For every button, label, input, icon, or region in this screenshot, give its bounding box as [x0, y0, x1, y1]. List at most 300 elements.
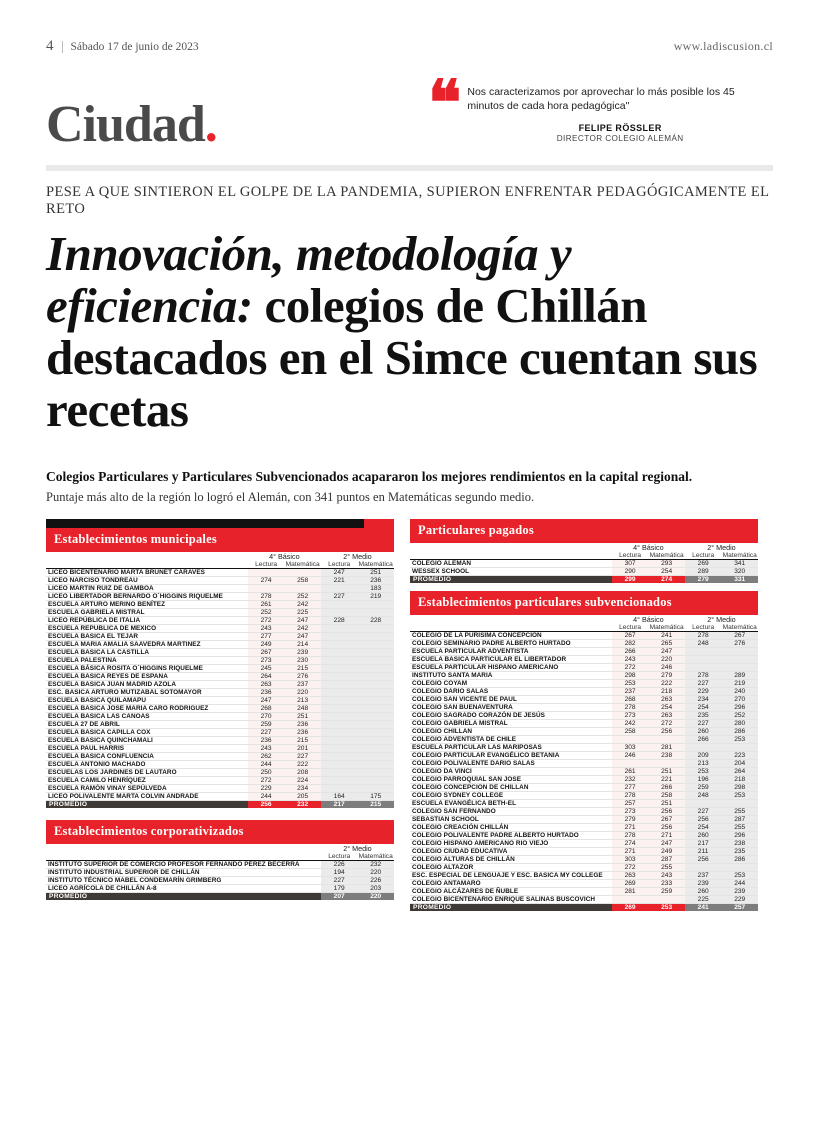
score-cell: 239	[721, 887, 758, 895]
score-cell	[321, 632, 358, 640]
school-name: ESCUELA PARTICULAR ADVENTISTA	[410, 647, 612, 655]
score-cell: 236	[248, 688, 285, 696]
score-cell	[721, 655, 758, 663]
header-group-4basico: 4° Básico	[269, 551, 300, 561]
score-cell	[321, 656, 358, 664]
table-municipales	[46, 552, 394, 808]
score-cell: 262	[248, 752, 285, 760]
score-cell: 204	[721, 759, 758, 767]
score-cell: 266	[685, 735, 722, 743]
score-cell: 234	[284, 784, 321, 792]
score-cell	[721, 663, 758, 671]
score-cell: 271	[612, 847, 649, 855]
score-cell: 255	[721, 823, 758, 831]
score-cell: 244	[248, 792, 285, 800]
table-row	[410, 855, 758, 863]
table-subvencionados	[410, 615, 758, 911]
score-cell: 269	[685, 559, 722, 567]
header-lectura-4b-sub: Lectura	[612, 624, 649, 632]
score-cell	[685, 743, 722, 751]
score-cell: 341	[721, 559, 758, 567]
score-cell: 237	[685, 871, 722, 879]
school-name: ESC. ESPECIAL DE LENGUAJE Y ESC. BASICA MY COLLEGE	[410, 871, 612, 879]
score-cell	[321, 776, 358, 784]
average-label: PROMEDIO	[46, 800, 248, 808]
score-cell	[357, 784, 394, 792]
table-row	[46, 584, 394, 592]
score-cell: 254	[685, 823, 722, 831]
header-group-4basico-pp: 4° Básico	[633, 542, 664, 552]
score-cell	[612, 895, 649, 903]
score-cell: 286	[721, 727, 758, 735]
score-cell: 251	[284, 712, 321, 720]
table-row	[410, 679, 758, 687]
table-row	[410, 847, 758, 855]
header-name-blank-corp	[46, 853, 321, 861]
score-cell	[321, 704, 358, 712]
article-headline	[46, 228, 773, 436]
school-name: COLEGIO BICENTENARIO ENRIQUE SALINAS BUSCOVICH	[410, 895, 612, 903]
score-cell: 175	[357, 792, 394, 800]
score-cell: 234	[685, 695, 722, 703]
header-lectura-corp: Lectura	[321, 853, 358, 861]
school-name: COLEGIO CREACIÓN CHILLÁN	[410, 823, 612, 831]
table-row	[410, 559, 758, 567]
section-title-text: Ciudad	[46, 96, 205, 153]
table-row	[410, 695, 758, 703]
table-row	[46, 744, 394, 752]
score-cell	[321, 784, 358, 792]
table-row	[410, 687, 758, 695]
score-cell	[321, 624, 358, 632]
score-cell: 276	[721, 639, 758, 647]
table-row	[410, 655, 758, 663]
score-cell: 251	[357, 568, 394, 576]
score-cell: 252	[721, 711, 758, 719]
table-row	[46, 632, 394, 640]
school-name: ESCUELA PARTICULAR HISPANO AMERICANO	[410, 663, 612, 671]
school-name: ESCUELA BASICA JUAN MADRID AZOLA	[46, 680, 248, 688]
score-cell: 263	[248, 680, 285, 688]
score-cell: 235	[685, 711, 722, 719]
score-cell	[612, 759, 649, 767]
school-name: ESCUELA BASICA QUILAMAPU	[46, 696, 248, 704]
table-header-subs	[46, 561, 394, 569]
score-cell: 296	[721, 831, 758, 839]
table-row	[46, 728, 394, 736]
average-value: 269	[612, 903, 649, 911]
score-cell	[357, 736, 394, 744]
table-row	[46, 704, 394, 712]
average-value: 256	[248, 800, 285, 808]
score-cell	[648, 759, 685, 767]
header-name-blank-sub	[410, 624, 612, 632]
score-cell: 267	[648, 815, 685, 823]
score-cell: 263	[612, 871, 649, 879]
score-cell: 213	[284, 696, 321, 704]
score-cell: 270	[721, 695, 758, 703]
score-cell	[321, 648, 358, 656]
table-row	[46, 752, 394, 760]
score-cell	[612, 735, 649, 743]
score-cell: 253	[685, 767, 722, 775]
score-cell	[685, 863, 722, 871]
table-row	[410, 735, 758, 743]
school-name: ESCUELA BASICA EL TEJAR	[46, 632, 248, 640]
score-cell: 258	[648, 791, 685, 799]
score-cell: 248	[685, 791, 722, 799]
table-row	[46, 664, 394, 672]
school-name: COLEGIO ANTAMARO	[410, 879, 612, 887]
table-header-groups	[46, 552, 394, 561]
score-cell	[721, 743, 758, 751]
score-cell: 280	[721, 719, 758, 727]
pull-quote	[428, 70, 773, 144]
school-name: COLEGIO POLIVALENTE PADRE ALBERTO HURTADO	[410, 831, 612, 839]
school-name: ESCUELA EVANGÉLICA BETH-EL	[410, 799, 612, 807]
score-cell: 268	[248, 704, 285, 712]
table-row	[410, 799, 758, 807]
score-cell: 217	[685, 839, 722, 847]
header-matematica-2m-pp: Matemática	[722, 551, 757, 559]
table-header-subs-corp	[46, 853, 394, 861]
table-row	[410, 839, 758, 847]
school-name: COLEGIO PARROQUIAL SAN JOSE	[410, 775, 612, 783]
school-name: COLEGIO SAGRADO CORAZÓN DE JESÚS	[410, 711, 612, 719]
average-value: 299	[612, 575, 649, 583]
school-name: LICEO LIBERTADOR BERNARDO O´HIGGINS RIQUELME	[46, 592, 248, 600]
table-row	[410, 815, 758, 823]
score-cell: 196	[685, 775, 722, 783]
score-cell: 243	[612, 655, 649, 663]
score-cell: 274	[248, 576, 285, 584]
school-name: COLEGIO ALTAZOR	[410, 863, 612, 871]
score-cell	[248, 568, 285, 576]
score-cell	[357, 776, 394, 784]
score-cell: 303	[612, 855, 649, 863]
score-cell: 229	[685, 687, 722, 695]
score-cell: 256	[648, 807, 685, 815]
school-name: LICEO POLIVALENTE MARTA COLVIN ANDRADE	[46, 792, 248, 800]
score-cell: 272	[248, 616, 285, 624]
score-cell: 208	[284, 768, 321, 776]
score-cell: 243	[648, 871, 685, 879]
score-cell	[357, 712, 394, 720]
score-cell: 236	[248, 736, 285, 744]
score-cell: 221	[321, 576, 358, 584]
table-average-row	[46, 800, 394, 808]
score-cell: 276	[284, 672, 321, 680]
score-cell: 293	[648, 559, 685, 567]
score-cell: 211	[685, 847, 722, 855]
score-cell: 247	[648, 839, 685, 847]
table-row	[46, 868, 394, 876]
school-name: INSTITUTO INDUSTRIAL SUPERIOR DE CHILLÁN	[46, 868, 321, 876]
score-cell: 203	[357, 884, 394, 892]
table-row	[46, 712, 394, 720]
school-name: COLEGIO SYDNEY COLLEGE	[410, 791, 612, 799]
score-cell	[721, 799, 758, 807]
score-cell	[357, 640, 394, 648]
score-cell: 303	[612, 743, 649, 751]
score-cell: 279	[648, 671, 685, 679]
table-row	[410, 767, 758, 775]
score-cell: 239	[685, 879, 722, 887]
score-cell	[321, 600, 358, 608]
table-row	[46, 672, 394, 680]
score-cell: 296	[721, 703, 758, 711]
table-row	[410, 751, 758, 759]
score-cell: 220	[357, 868, 394, 876]
header-lectura-4b: Lectura	[248, 561, 285, 569]
score-cell: 253	[721, 735, 758, 743]
table-row	[46, 792, 394, 800]
score-cell: 247	[321, 568, 358, 576]
quote-text: Nos caracterizamos por aprovechar lo más posible los 45 minutos de cada hora pedagógica"	[467, 86, 735, 113]
table-title-municipales: Establecimientos municipales	[46, 528, 394, 552]
tables-right-column	[410, 519, 758, 911]
score-cell: 281	[648, 743, 685, 751]
school-name: COLEGIO DA VINCI	[410, 767, 612, 775]
score-cell: 272	[612, 863, 649, 871]
header-group-4basico-sub: 4° Básico	[633, 614, 664, 624]
school-name: WESSEX SCHOOL	[410, 567, 612, 575]
score-cell: 256	[648, 727, 685, 735]
page-number: 4	[46, 38, 54, 54]
score-cell: 269	[612, 879, 649, 887]
score-cell: 230	[284, 656, 321, 664]
school-name: ESCUELA BASICA QUINCHAMALI	[46, 736, 248, 744]
score-cell	[357, 768, 394, 776]
section-title	[46, 96, 217, 153]
header-lectura-2m: Lectura	[321, 561, 358, 569]
score-cell: 287	[648, 855, 685, 863]
score-cell: 278	[612, 791, 649, 799]
score-cell: 267	[612, 631, 649, 639]
score-cell: 238	[721, 839, 758, 847]
score-cell: 227	[685, 807, 722, 815]
score-cell: 255	[721, 807, 758, 815]
score-cell: 246	[648, 663, 685, 671]
school-name: LICEO REPÚBLICA DE ITALIA	[46, 616, 248, 624]
score-cell	[357, 704, 394, 712]
score-cell	[321, 696, 358, 704]
table-row	[410, 791, 758, 799]
score-cell: 281	[612, 887, 649, 895]
table-row	[410, 671, 758, 679]
score-cell	[321, 720, 358, 728]
school-name: ESCUELA PALESTINA	[46, 656, 248, 664]
school-name: COLEGIO SAN VICENTE DE PAUL	[410, 695, 612, 703]
table-title-particulares: Particulares pagados	[410, 519, 758, 543]
table-row	[410, 743, 758, 751]
score-cell: 218	[648, 687, 685, 695]
score-cell	[357, 648, 394, 656]
score-cell: 219	[357, 592, 394, 600]
header-blank-sub	[410, 615, 612, 624]
table-row	[46, 616, 394, 624]
score-cell	[321, 768, 358, 776]
score-cell: 244	[721, 879, 758, 887]
score-cell: 241	[648, 631, 685, 639]
average-value: 232	[284, 800, 321, 808]
headline-italic-part: Innovación, metodología y eficiencia:	[46, 226, 572, 333]
table-row	[410, 807, 758, 815]
score-cell: 246	[612, 751, 649, 759]
header-lectura-4b-pp: Lectura	[612, 552, 649, 560]
table-row	[46, 860, 394, 868]
school-name: ESCUELAS LOS JARDINES DE LAUTARO	[46, 768, 248, 776]
score-cell: 222	[284, 760, 321, 768]
score-cell: 259	[685, 783, 722, 791]
score-cell: 254	[648, 703, 685, 711]
score-cell: 164	[321, 792, 358, 800]
school-name: ESCUELA BASICA LA CASTILLA	[46, 648, 248, 656]
average-value: 241	[685, 903, 722, 911]
school-name: ESCUELA MARIA AMALIA SAAVEDRA MARTINEZ	[46, 640, 248, 648]
score-cell: 244	[248, 760, 285, 768]
school-name: ESCUELA BASICA JOSE MARIA CARO RODRIGUEZ	[46, 704, 248, 712]
score-cell	[321, 744, 358, 752]
score-cell: 272	[248, 776, 285, 784]
school-name: ESCUELA BASICA CAPILLA COX	[46, 728, 248, 736]
table-body-subvencionados	[410, 631, 758, 911]
score-cell	[321, 752, 358, 760]
table-row	[410, 831, 758, 839]
table-row	[410, 639, 758, 647]
score-cell: 266	[648, 783, 685, 791]
headline-roman-part: colegios de Chillán destacados en el Simce cuentan sus recetas	[46, 277, 758, 437]
score-cell	[321, 736, 358, 744]
score-cell: 215	[284, 664, 321, 672]
score-cell	[357, 728, 394, 736]
table-particulares-pagados	[410, 543, 758, 583]
header-lectura-2m-pp: Lectura	[685, 552, 722, 560]
score-cell: 229	[721, 895, 758, 903]
table-body-particulares	[410, 559, 758, 583]
section-title-dot: .	[204, 96, 217, 153]
score-cell: 272	[612, 663, 649, 671]
header-matematica-2m-sub: Matemática	[722, 623, 757, 631]
table-row	[410, 631, 758, 639]
score-cell: 278	[248, 592, 285, 600]
score-cell: 257	[612, 799, 649, 807]
masthead	[46, 70, 773, 153]
school-name: ESCUELA PARTICULAR LAS MARIPOSAS	[410, 743, 612, 751]
average-label: PROMEDIO	[410, 903, 612, 911]
score-cell: 273	[612, 807, 649, 815]
score-cell: 227	[685, 679, 722, 687]
score-cell: 278	[685, 671, 722, 679]
score-cell: 243	[248, 744, 285, 752]
score-cell: 270	[248, 712, 285, 720]
score-cell: 239	[284, 648, 321, 656]
school-name: INSTITUTO TÉCNICO MABEL CONDEMARÍN GRIMBERG	[46, 876, 321, 884]
table-row	[46, 688, 394, 696]
score-cell	[357, 656, 394, 664]
score-cell	[721, 647, 758, 655]
table-row	[46, 736, 394, 744]
score-cell: 260	[685, 727, 722, 735]
header-group-2medio-corp: 2° Medio	[343, 843, 372, 853]
score-cell: 236	[357, 576, 394, 584]
score-cell: 247	[248, 696, 285, 704]
publication-date: Sábado 17 de junio de 2023	[62, 41, 199, 53]
score-cell	[321, 640, 358, 648]
school-name: ESCUELA ANTONIO MACHADO	[46, 760, 248, 768]
score-cell: 218	[721, 775, 758, 783]
score-cell: 320	[721, 567, 758, 575]
score-cell	[357, 632, 394, 640]
table-row	[46, 680, 394, 688]
score-cell	[321, 672, 358, 680]
school-name: ESCUELA BÁSICA ROSITA O´HIGGINS RIQUELME	[46, 664, 248, 672]
score-cell	[321, 688, 358, 696]
school-name: COLEGIO CONCEPCION DE CHILLAN	[410, 783, 612, 791]
table-header-subs-pp	[410, 552, 758, 560]
score-cell: 274	[612, 839, 649, 847]
table-average-row	[410, 575, 758, 583]
score-cell	[357, 664, 394, 672]
score-cell: 256	[648, 823, 685, 831]
school-name: ESCUELA GABRIELA MISTRAL	[46, 608, 248, 616]
table-row	[46, 884, 394, 892]
score-cell: 277	[248, 632, 285, 640]
school-name: COLEGIO HISPANO AMERICANO RIO VIEJO	[410, 839, 612, 847]
table-header-groups-pp	[410, 543, 758, 552]
score-cell: 266	[612, 647, 649, 655]
school-name: COLEGIO CIUDAD EDUCATIVA	[410, 847, 612, 855]
table-header-groups-sub	[410, 615, 758, 624]
score-cell: 254	[685, 703, 722, 711]
score-cell: 260	[685, 831, 722, 839]
score-cell: 256	[685, 855, 722, 863]
score-cell: 225	[284, 608, 321, 616]
score-cell: 252	[284, 592, 321, 600]
average-value: 217	[321, 800, 358, 808]
school-name: COLEGIO ALCÁZARES DE ÑUBLE	[410, 887, 612, 895]
table-row	[410, 887, 758, 895]
score-cell	[685, 647, 722, 655]
table-row	[410, 647, 758, 655]
table-row	[410, 783, 758, 791]
score-cell	[321, 584, 358, 592]
table-row	[410, 703, 758, 711]
score-cell: 235	[721, 847, 758, 855]
score-cell: 247	[284, 616, 321, 624]
table-row	[46, 568, 394, 576]
table-corporativizados	[46, 844, 394, 900]
score-cell: 225	[685, 895, 722, 903]
article-subdeck: Puntaje más alto de la región lo logró el Alemán, con 341 puntos en Matemáticas segundo medio.	[46, 489, 535, 504]
score-cell: 215	[284, 736, 321, 744]
table-row	[410, 663, 758, 671]
score-cell	[321, 664, 358, 672]
score-cell: 267	[721, 631, 758, 639]
score-cell	[284, 584, 321, 592]
school-name: COLEGIO GABRIELA MISTRAL	[410, 719, 612, 727]
school-name: COLEGIO COYAM	[410, 679, 612, 687]
score-cell: 272	[648, 719, 685, 727]
table-header-groups-corp	[46, 844, 394, 853]
score-cell: 287	[721, 815, 758, 823]
header-lectura-2m-sub: Lectura	[685, 624, 722, 632]
quote-body	[467, 85, 773, 143]
article-deck: Colegios Particulares y Particulares Subvencionados acapararon los mejores rendimientos en la capital regional.	[46, 468, 693, 484]
score-cell: 242	[612, 719, 649, 727]
score-cell: 236	[284, 728, 321, 736]
score-cell: 220	[648, 655, 685, 663]
